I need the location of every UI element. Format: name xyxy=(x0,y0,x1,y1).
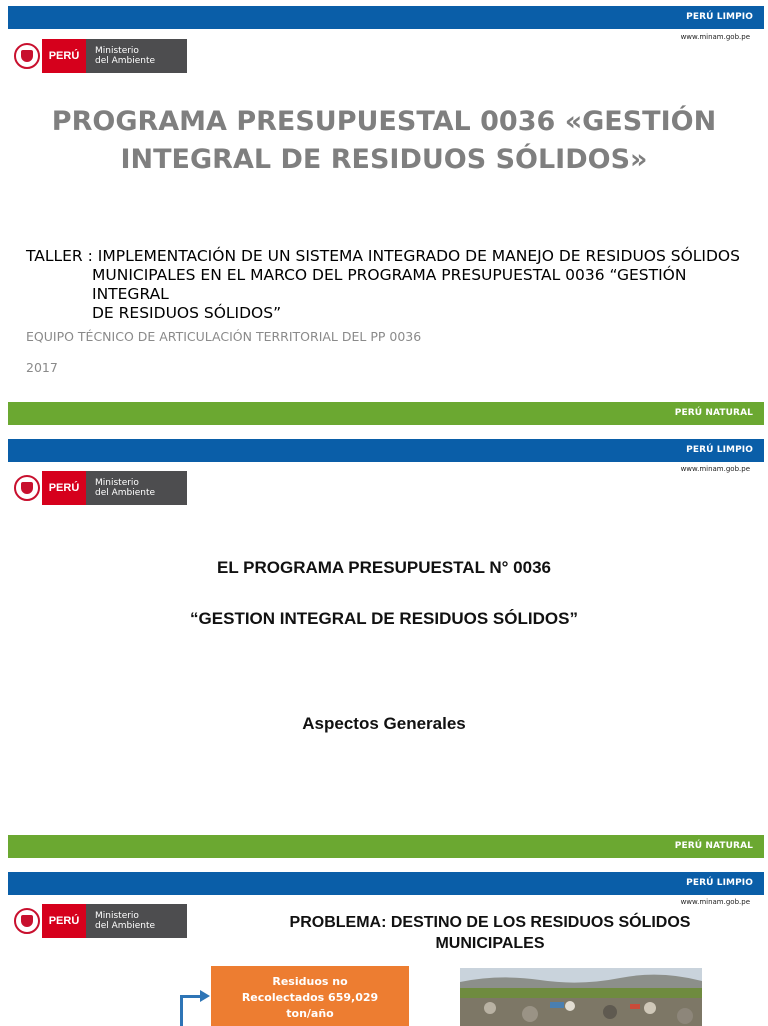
top-banner xyxy=(8,872,764,895)
website-url: www.minam.gob.pe xyxy=(680,898,750,906)
website-url: www.minam.gob.pe xyxy=(680,33,750,41)
top-banner xyxy=(8,439,764,462)
slide-1 xyxy=(0,0,768,430)
slide-title-line-2: INTEGRAL DE RESIDUOS SÓLIDOS» xyxy=(120,144,648,175)
minam-logo xyxy=(14,39,187,73)
top-banner-label: PERÚ LIMPIO xyxy=(686,445,753,455)
logo-country: PERÚ xyxy=(42,904,86,938)
year: 2017 xyxy=(26,360,58,375)
minam-logo xyxy=(14,471,187,505)
slide-title-line-1: PROGRAMA PRESUPUESTAL 0036 «GESTIÓN xyxy=(51,106,717,137)
website-url: www.minam.gob.pe xyxy=(680,465,750,473)
slide-subheading: “GESTION INTEGRAL DE RESIDUOS SÓLIDOS” xyxy=(190,609,578,628)
bottom-banner-label: PERÚ NATURAL xyxy=(674,408,753,418)
slide-2 xyxy=(0,433,768,863)
coat-of-arms-icon xyxy=(14,43,40,69)
logo-ministry: Ministerio del Ambiente xyxy=(86,904,187,938)
workshop-title: TALLER : IMPLEMENTACIÓN DE UN SISTEMA INTEGRADO DE MANEJO DE RESIDUOS SÓLIDOS MUNICIPALES EN EL MARCO DEL PROGRAMA PRESUPUESTAL 0036 “GESTIÓN INTEGRAL DE RESIDUOS SÓLIDOS” xyxy=(26,247,740,322)
minam-logo xyxy=(14,904,187,938)
slide-heading: EL PROGRAMA PRESUPUESTAL N° 0036 xyxy=(217,558,551,577)
landfill-photo xyxy=(460,968,702,1026)
logo-ministry: Ministerio del Ambiente xyxy=(86,39,187,73)
top-banner xyxy=(8,6,764,29)
logo-ministry: Ministerio del Ambiente xyxy=(86,471,187,505)
top-banner-label: PERÚ LIMPIO xyxy=(686,878,753,888)
bottom-banner xyxy=(8,835,764,858)
arrow-right-icon xyxy=(200,990,210,1002)
logo-country: PERÚ xyxy=(42,471,86,505)
team-name: EQUIPO TÉCNICO DE ARTICULACIÓN TERRITORIAL DEL PP 0036 xyxy=(26,329,422,344)
coat-of-arms-icon xyxy=(14,475,40,501)
logo-country: PERÚ xyxy=(42,39,86,73)
top-banner-label: PERÚ LIMPIO xyxy=(686,12,753,22)
uncollected-waste-box: Residuos no Recolectados 659,029 ton/año xyxy=(211,966,409,1026)
slide-title: PROBLEMA: DESTINO DE LOS RESIDUOS SÓLIDOS MUNICIPALES xyxy=(289,914,691,952)
section-title: Aspectos Generales xyxy=(302,714,466,733)
flow-arrow-line xyxy=(180,995,202,998)
flow-arrow-line xyxy=(180,996,183,1026)
coat-of-arms-icon xyxy=(14,908,40,934)
bottom-banner xyxy=(8,402,764,425)
bottom-banner-label: PERÚ NATURAL xyxy=(674,841,753,851)
